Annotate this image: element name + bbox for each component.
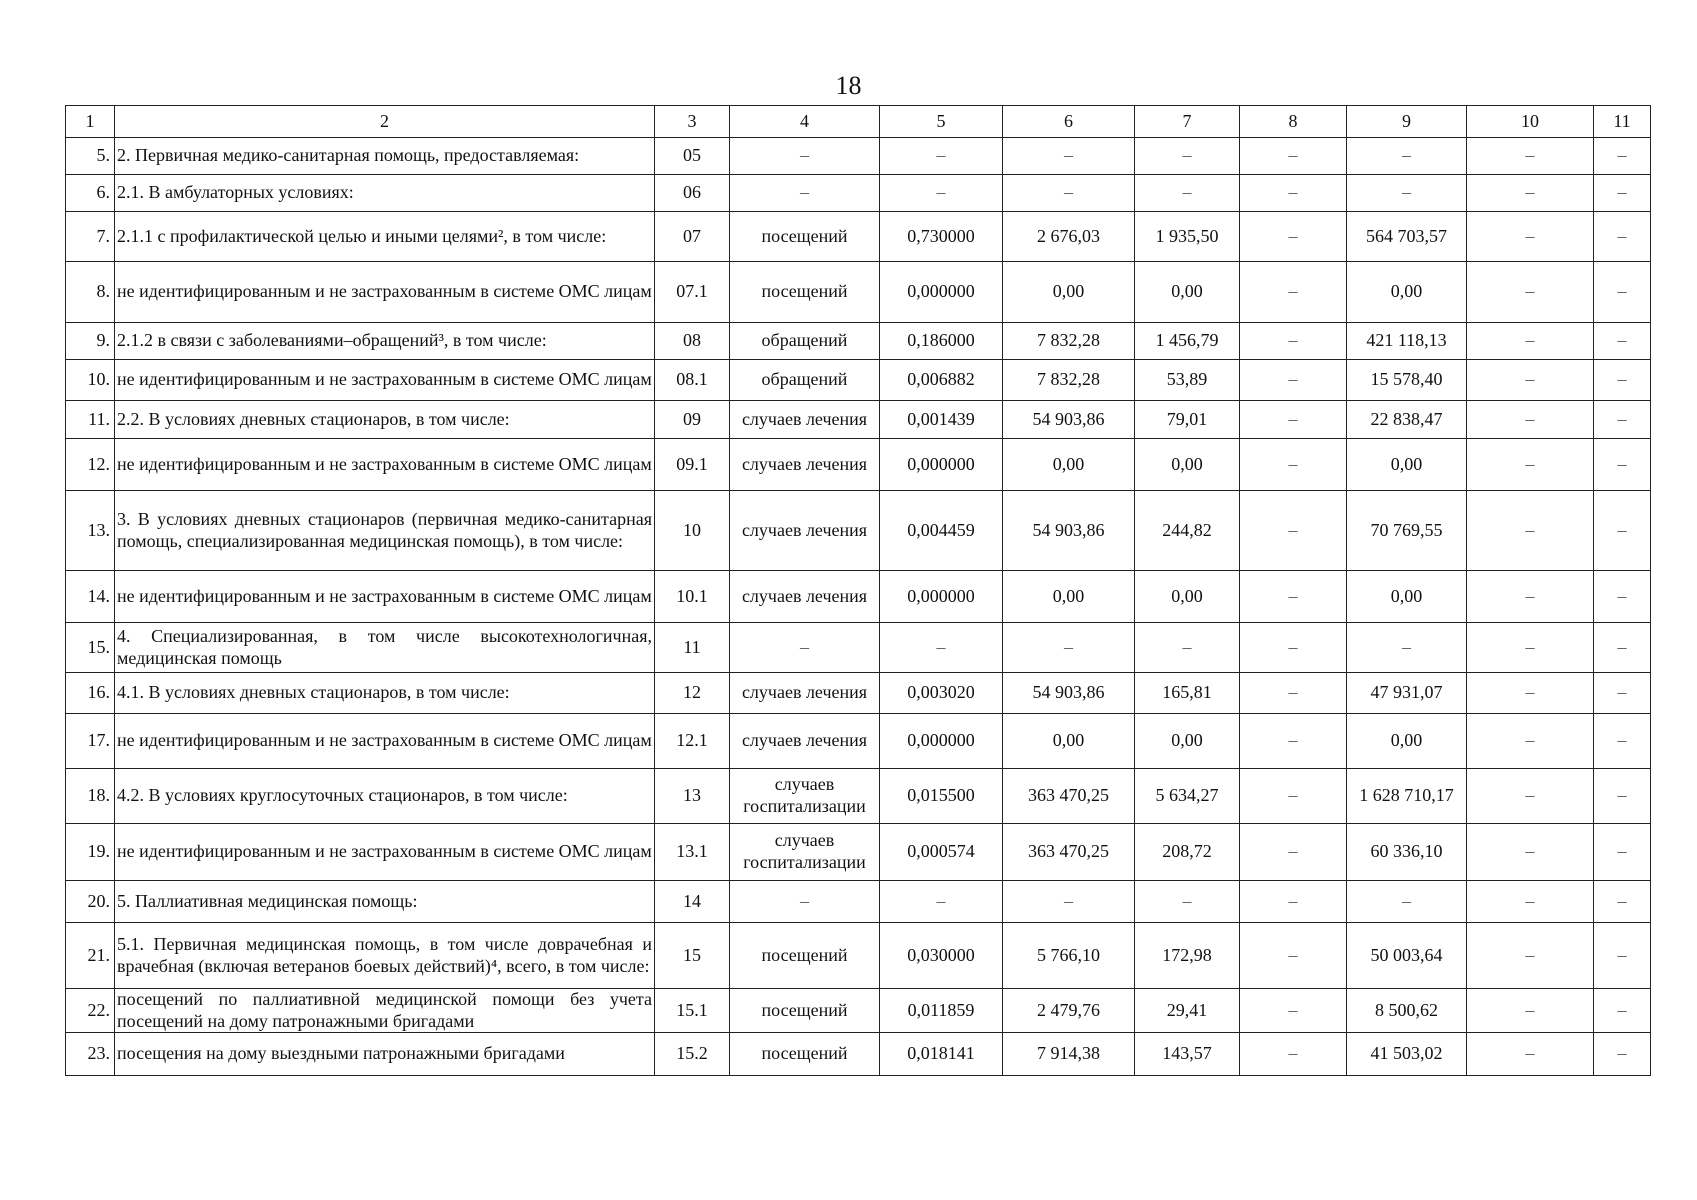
col8-value: – <box>1240 673 1347 714</box>
per-capita: 172,98 <box>1135 923 1240 989</box>
cost-per-unit: 54 903,86 <box>1003 673 1135 714</box>
row-code: 12 <box>655 673 730 714</box>
cost-per-unit: 54 903,86 <box>1003 491 1135 571</box>
row-name: 2.2. В условиях дневных стационаров, в том числе: <box>115 401 655 439</box>
cost-per-unit: 2 676,03 <box>1003 212 1135 262</box>
row-code: 12.1 <box>655 714 730 769</box>
col11-value: – <box>1594 212 1651 262</box>
total-value: 0,00 <box>1347 714 1467 769</box>
row-code: 08.1 <box>655 360 730 401</box>
col8-value: – <box>1240 491 1347 571</box>
col10-value: – <box>1467 401 1594 439</box>
col11-value: – <box>1594 989 1651 1033</box>
table-row <box>66 1033 1651 1076</box>
row-code: 08 <box>655 323 730 360</box>
col11-value: – <box>1594 881 1651 923</box>
row-number: 17. <box>66 714 115 769</box>
column-header: 4 <box>730 106 880 138</box>
col11-value: – <box>1594 360 1651 401</box>
col11-value: – <box>1594 401 1651 439</box>
per-capita: 1 935,50 <box>1135 212 1240 262</box>
norm-value: 0,000000 <box>880 439 1003 491</box>
col11-value: – <box>1594 491 1651 571</box>
row-code: 13.1 <box>655 824 730 881</box>
col10-value: – <box>1467 491 1594 571</box>
row-name: не идентифицированным и не застрахованным в системе ОМС лицам <box>115 262 655 323</box>
row-number: 12. <box>66 439 115 491</box>
cost-per-unit: 2 479,76 <box>1003 989 1135 1033</box>
table-row <box>66 491 1651 571</box>
col10-value: – <box>1467 571 1594 623</box>
norm-value: 0,003020 <box>880 673 1003 714</box>
col11-value: – <box>1594 138 1651 175</box>
column-header: 11 <box>1594 106 1651 138</box>
total-value: – <box>1347 175 1467 212</box>
norm-value: – <box>880 138 1003 175</box>
row-number: 20. <box>66 881 115 923</box>
column-header: 10 <box>1467 106 1594 138</box>
norm-value: 0,001439 <box>880 401 1003 439</box>
row-code: 10.1 <box>655 571 730 623</box>
col8-value: – <box>1240 360 1347 401</box>
cost-per-unit: 0,00 <box>1003 714 1135 769</box>
total-value: 0,00 <box>1347 262 1467 323</box>
col10-value: – <box>1467 360 1594 401</box>
row-code: 11 <box>655 623 730 673</box>
column-header: 5 <box>880 106 1003 138</box>
col10-value: – <box>1467 623 1594 673</box>
col8-value: – <box>1240 824 1347 881</box>
unit: – <box>730 881 880 923</box>
cost-per-unit: – <box>1003 881 1135 923</box>
cost-per-unit: 5 766,10 <box>1003 923 1135 989</box>
unit: – <box>730 623 880 673</box>
table-row <box>66 138 1651 175</box>
row-name: 4.1. В условиях дневных стационаров, в том числе: <box>115 673 655 714</box>
col10-value: – <box>1467 175 1594 212</box>
norm-value: 0,018141 <box>880 1033 1003 1076</box>
row-code: 05 <box>655 138 730 175</box>
per-capita: 0,00 <box>1135 571 1240 623</box>
row-number: 7. <box>66 212 115 262</box>
col10-value: – <box>1467 989 1594 1033</box>
unit: посещений <box>730 989 880 1033</box>
col10-value: – <box>1467 714 1594 769</box>
column-header: 1 <box>66 106 115 138</box>
total-value: – <box>1347 881 1467 923</box>
column-header: 2 <box>115 106 655 138</box>
row-number: 5. <box>66 138 115 175</box>
unit: случаев лечения <box>730 571 880 623</box>
table-row <box>66 439 1651 491</box>
row-name: 5. Паллиативная медицинская помощь: <box>115 881 655 923</box>
col11-value: – <box>1594 175 1651 212</box>
norm-value: – <box>880 623 1003 673</box>
col11-value: – <box>1594 571 1651 623</box>
total-value: 0,00 <box>1347 439 1467 491</box>
row-code: 15.1 <box>655 989 730 1033</box>
norm-value: 0,000000 <box>880 714 1003 769</box>
row-code: 07.1 <box>655 262 730 323</box>
per-capita: 0,00 <box>1135 714 1240 769</box>
norm-value: 0,730000 <box>880 212 1003 262</box>
cost-per-unit: 0,00 <box>1003 571 1135 623</box>
row-code: 15 <box>655 923 730 989</box>
norm-value: 0,000574 <box>880 824 1003 881</box>
col8-value: – <box>1240 262 1347 323</box>
col10-value: – <box>1467 439 1594 491</box>
row-code: 07 <box>655 212 730 262</box>
col11-value: – <box>1594 439 1651 491</box>
cost-per-unit: 363 470,25 <box>1003 824 1135 881</box>
row-name: 2.1.1 с профилактической целью и иными целями², в том числе: <box>115 212 655 262</box>
col11-value: – <box>1594 824 1651 881</box>
row-name: 4. Специализированная, в том числе высокотехнологичная, медицинская помощь <box>115 623 655 673</box>
col8-value: – <box>1240 571 1347 623</box>
row-code: 13 <box>655 769 730 824</box>
table-row <box>66 923 1651 989</box>
table-row <box>66 989 1651 1033</box>
per-capita: – <box>1135 623 1240 673</box>
table-row <box>66 212 1651 262</box>
row-number: 10. <box>66 360 115 401</box>
table-row <box>66 673 1651 714</box>
column-header: 7 <box>1135 106 1240 138</box>
row-code: 09 <box>655 401 730 439</box>
per-capita: 165,81 <box>1135 673 1240 714</box>
total-value: 15 578,40 <box>1347 360 1467 401</box>
table-header-row <box>66 106 1651 138</box>
column-header: 3 <box>655 106 730 138</box>
unit: случаев лечения <box>730 401 880 439</box>
cost-per-unit: 0,00 <box>1003 439 1135 491</box>
col8-value: – <box>1240 212 1347 262</box>
row-number: 9. <box>66 323 115 360</box>
row-number: 23. <box>66 1033 115 1076</box>
unit: случаев лечения <box>730 491 880 571</box>
per-capita: 1 456,79 <box>1135 323 1240 360</box>
row-number: 16. <box>66 673 115 714</box>
row-name: не идентифицированным и не застрахованным в системе ОМС лицам <box>115 714 655 769</box>
total-value: 0,00 <box>1347 571 1467 623</box>
row-name: посещений по паллиативной медицинской помощи без учета посещений на дому патронажными бригадами <box>115 989 655 1033</box>
per-capita: – <box>1135 881 1240 923</box>
norm-value: – <box>880 881 1003 923</box>
row-code: 14 <box>655 881 730 923</box>
total-value: 47 931,07 <box>1347 673 1467 714</box>
column-header: 8 <box>1240 106 1347 138</box>
unit: посещений <box>730 262 880 323</box>
total-value: 8 500,62 <box>1347 989 1467 1033</box>
per-capita: 5 634,27 <box>1135 769 1240 824</box>
row-code: 10 <box>655 491 730 571</box>
table-row <box>66 360 1651 401</box>
norm-value: 0,015500 <box>880 769 1003 824</box>
row-name: не идентифицированным и не застрахованным в системе ОМС лицам <box>115 360 655 401</box>
row-name: 4.2. В условиях круглосуточных стационаров, в том числе: <box>115 769 655 824</box>
total-value: – <box>1347 138 1467 175</box>
col8-value: – <box>1240 439 1347 491</box>
unit: случаев лечения <box>730 714 880 769</box>
norm-value: 0,011859 <box>880 989 1003 1033</box>
col10-value: – <box>1467 881 1594 923</box>
per-capita: 208,72 <box>1135 824 1240 881</box>
total-value: 70 769,55 <box>1347 491 1467 571</box>
cost-per-unit: 363 470,25 <box>1003 769 1135 824</box>
unit: случаев лечения <box>730 439 880 491</box>
row-number: 18. <box>66 769 115 824</box>
row-number: 8. <box>66 262 115 323</box>
table-row <box>66 401 1651 439</box>
data-table <box>65 105 1651 1076</box>
col8-value: – <box>1240 623 1347 673</box>
table-row <box>66 623 1651 673</box>
row-name: посещения на дому выездными патронажными бригадами <box>115 1033 655 1076</box>
col8-value: – <box>1240 881 1347 923</box>
table-row <box>66 769 1651 824</box>
row-code: 15.2 <box>655 1033 730 1076</box>
row-name: 2.1. В амбулаторных условиях: <box>115 175 655 212</box>
total-value: 41 503,02 <box>1347 1033 1467 1076</box>
unit: случаев лечения <box>730 673 880 714</box>
column-header: 9 <box>1347 106 1467 138</box>
col8-value: – <box>1240 769 1347 824</box>
col11-value: – <box>1594 623 1651 673</box>
row-number: 13. <box>66 491 115 571</box>
unit: случаев госпитализации <box>730 769 880 824</box>
row-name: 2.1.2 в связи с заболеваниями–обращений³, в том числе: <box>115 323 655 360</box>
row-code: 09.1 <box>655 439 730 491</box>
unit: обращений <box>730 323 880 360</box>
per-capita: – <box>1135 175 1240 212</box>
col8-value: – <box>1240 138 1347 175</box>
column-header: 6 <box>1003 106 1135 138</box>
unit: посещений <box>730 923 880 989</box>
norm-value: 0,186000 <box>880 323 1003 360</box>
table-row <box>66 571 1651 623</box>
col8-value: – <box>1240 175 1347 212</box>
per-capita: 244,82 <box>1135 491 1240 571</box>
unit: посещений <box>730 212 880 262</box>
col8-value: – <box>1240 401 1347 439</box>
table-row <box>66 714 1651 769</box>
total-value: 564 703,57 <box>1347 212 1467 262</box>
per-capita: 29,41 <box>1135 989 1240 1033</box>
norm-value: 0,000000 <box>880 262 1003 323</box>
total-value: 60 336,10 <box>1347 824 1467 881</box>
total-value: 22 838,47 <box>1347 401 1467 439</box>
row-number: 14. <box>66 571 115 623</box>
cost-per-unit: 54 903,86 <box>1003 401 1135 439</box>
total-value: – <box>1347 623 1467 673</box>
total-value: 421 118,13 <box>1347 323 1467 360</box>
table-row <box>66 323 1651 360</box>
per-capita: 79,01 <box>1135 401 1240 439</box>
unit: – <box>730 138 880 175</box>
row-number: 11. <box>66 401 115 439</box>
row-number: 21. <box>66 923 115 989</box>
col11-value: – <box>1594 262 1651 323</box>
table-row <box>66 175 1651 212</box>
unit: – <box>730 175 880 212</box>
cost-per-unit: – <box>1003 138 1135 175</box>
cost-per-unit: 7 832,28 <box>1003 323 1135 360</box>
table-row <box>66 881 1651 923</box>
col10-value: – <box>1467 923 1594 989</box>
unit: обращений <box>730 360 880 401</box>
col11-value: – <box>1594 323 1651 360</box>
per-capita: 0,00 <box>1135 262 1240 323</box>
col10-value: – <box>1467 673 1594 714</box>
norm-value: 0,006882 <box>880 360 1003 401</box>
col8-value: – <box>1240 1033 1347 1076</box>
unit: случаев госпитализации <box>730 824 880 881</box>
page-number: 18 <box>835 71 862 100</box>
per-capita: 143,57 <box>1135 1033 1240 1076</box>
total-value: 50 003,64 <box>1347 923 1467 989</box>
col10-value: – <box>1467 1033 1594 1076</box>
col8-value: – <box>1240 923 1347 989</box>
total-value: 1 628 710,17 <box>1347 769 1467 824</box>
row-name: не идентифицированным и не застрахованным в системе ОМС лицам <box>115 571 655 623</box>
col10-value: – <box>1467 323 1594 360</box>
row-name: 3. В условиях дневных стационаров (первичная медико-санитарная помощь, специализированная медицинская помощь), в том числе: <box>115 491 655 571</box>
row-name: не идентифицированным и не застрахованным в системе ОМС лицам <box>115 824 655 881</box>
col11-value: – <box>1594 714 1651 769</box>
cost-per-unit: 7 914,38 <box>1003 1033 1135 1076</box>
col10-value: – <box>1467 824 1594 881</box>
col10-value: – <box>1467 138 1594 175</box>
row-number: 15. <box>66 623 115 673</box>
col11-value: – <box>1594 923 1651 989</box>
unit: посещений <box>730 1033 880 1076</box>
norm-value: 0,000000 <box>880 571 1003 623</box>
cost-per-unit: 7 832,28 <box>1003 360 1135 401</box>
row-number: 22. <box>66 989 115 1033</box>
row-number: 6. <box>66 175 115 212</box>
cost-per-unit: – <box>1003 623 1135 673</box>
table-row <box>66 824 1651 881</box>
per-capita: – <box>1135 138 1240 175</box>
cost-per-unit: – <box>1003 175 1135 212</box>
col10-value: – <box>1467 262 1594 323</box>
row-name: 2. Первичная медико-санитарная помощь, предоставляемая: <box>115 138 655 175</box>
per-capita: 53,89 <box>1135 360 1240 401</box>
per-capita: 0,00 <box>1135 439 1240 491</box>
row-name: 5.1. Первичная медицинская помощь, в том числе доврачебная и врачебная (включая ветеранов боевых действий)⁴, всего, в том числе: <box>115 923 655 989</box>
col8-value: – <box>1240 714 1347 769</box>
col11-value: – <box>1594 673 1651 714</box>
norm-value: 0,030000 <box>880 923 1003 989</box>
row-name: не идентифицированным и не застрахованным в системе ОМС лицам <box>115 439 655 491</box>
table-row <box>66 262 1651 323</box>
col10-value: – <box>1467 769 1594 824</box>
row-code: 06 <box>655 175 730 212</box>
col10-value: – <box>1467 212 1594 262</box>
norm-value: 0,004459 <box>880 491 1003 571</box>
norm-value: – <box>880 175 1003 212</box>
col11-value: – <box>1594 1033 1651 1076</box>
col8-value: – <box>1240 989 1347 1033</box>
row-number: 19. <box>66 824 115 881</box>
cost-per-unit: 0,00 <box>1003 262 1135 323</box>
col11-value: – <box>1594 769 1651 824</box>
col8-value: – <box>1240 323 1347 360</box>
